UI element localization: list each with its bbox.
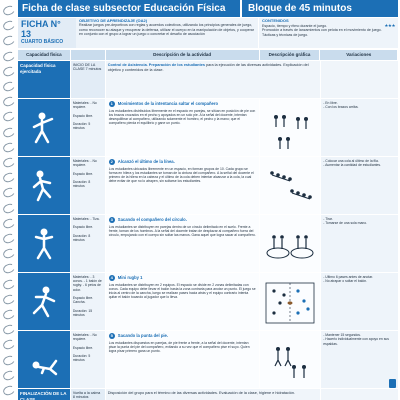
final-text: Disposición del grupo para el término de las diversas actividades. Evaluación de la clase, higiene e hidratación. [106,389,320,400]
content-item: Tácticas y técnicas de juego. [262,32,309,37]
activity-meta [71,331,105,388]
intro-label: Capacidad física ejercitada [18,61,70,98]
objective-box [76,18,258,48]
activity-row [18,273,398,330]
binding-ring [2,95,16,108]
activity-duration: Duración: 8 minutos [72,180,91,189]
activity-materials: Materiales: - No requiere. [72,101,97,110]
binding-ring [2,232,16,245]
activity-row [18,215,398,272]
activity-title: Sacando el compañero del círculo. [117,216,187,222]
binding-ring [2,156,16,169]
binding-ring [2,171,16,184]
binding-ring [2,4,16,17]
activity-figure-icon [18,331,70,388]
activity-variations: - Tirar. - Tomarse de una sola mano. [321,215,398,272]
binding-ring [2,217,16,230]
col-phase: Capacidad física [18,50,70,60]
activity-text: Los estudiantes ubicados libremente en un espacio, en forman grupos de 10. Cada grupo se forma en hilera y los estudiantes se toman de la cintura del compañero. A la señal del docente el primero de la hilera en la cabeza y el último de la cola deben intentar alcanzar a la cola, la cual debe evitar de que no lo atrapen, sin soltarse los estudiantes. [108,167,254,184]
binding-ring [2,35,16,48]
binding-ring [2,141,16,154]
activity-number: 5 [110,333,113,338]
info-section [18,18,398,48]
block-duration: Bloque de 45 minutos [240,0,398,17]
activity-space: Espacio libre. Cancha. [72,296,94,305]
activity-description [106,273,260,330]
binding-ring [2,126,16,139]
rating-stars-icon: ★★★ [384,22,395,28]
activity-materials: Materiales: - No requiere. [72,333,97,342]
sheet-content [18,0,398,400]
activity-number: 1 [110,101,113,106]
final-row [18,389,398,400]
contents-label: CONTENIDOS [262,18,289,23]
activity-text: Los estudiantes se distribuyen en parejas dentro de un círculo delimitado en el suelo. Frente a frente, toman de los hombros. A la señal del docente tratan de desplazar al compañero fuera del círculo, empujando con el cuerpo sin soltar las manos. Gana aquel que logra sacar al compañero. [108,225,256,238]
content-item: Espacio, tiempo y ritmo durante el juego. [262,23,328,28]
activity-variations: - Ultimo 6 pases antes de anotar. - No atrapar o soltar el balón. [321,273,398,330]
activity-figure-icon [18,215,70,272]
binding-ring [2,50,16,63]
activity-space: Espacio libre. [72,345,94,350]
binding-ring [2,308,16,321]
objective-label: OBJETIVO DE APRENDIZAJE (OA2) [79,18,148,23]
table-header [18,50,398,60]
activity-number: 3 [110,217,113,222]
activity-space: Espacio libre. [72,225,94,230]
activity-materials: Materiales: - Tiza. [72,217,100,221]
activity-meta [71,157,105,214]
binding-ring [2,369,16,382]
binding-ring [2,384,16,397]
ficha-box [18,18,76,48]
intro-sub: INICIO DE LA CLASE 7 minutos [71,61,105,98]
activity-description [106,157,260,214]
final-label: FINALIZACIÓN DE LA CLASE [18,389,70,400]
activity-duration: Duración: 5 minutos [72,122,91,131]
activity-diagram [260,215,320,272]
ficha-number: FICHA N° 13 [21,19,61,39]
intro-text-body: para la ejecución de las diversas actividades. Explicación del objetivo y contenidos de la clase. [107,63,309,72]
binding-ring [2,247,16,260]
activity-meta [71,273,105,330]
activity-title: Sacando la punta del pie. [117,332,169,338]
activity-space: Espacio libre. [72,171,94,176]
activity-description [106,215,260,272]
activity-title: Mini rugby 1 [117,274,143,280]
binding-ring [2,187,16,200]
activity-text: Los estudiantes distribuidos libremente en el espacio en parejas, se sitúan en posición de pie con los brazos cruzados en el pecho y apoyados en un solo pie. A la señal del docente, intentan desequilibrar al compañero, utilizando solamente el hombro, el pecho y la mano; que el compañero pierda el equilibrio y gane un punto. [108,109,256,126]
contents-box [258,18,398,48]
col-description: Descripción de la actividad [106,50,259,60]
activity-duration: Duración: 5 minutos [72,354,91,363]
activity-variations: - Colocar una cola al último de la fila. - Aumentar la cantidad de estudiantes. [321,157,398,214]
objective-text: Realizar juegos pre-deportivos con reglas y acuerdos colectivos, utilizando los principios generales de juego, como reconocer su ataque y recuperar la defensa, utilizar el cuerpo en la manipulación de objetos, y cooperar en conjunto con el grupo a lograr un juego o concretar el desafío de asociación [79,23,254,36]
col-variations: Variaciones [320,50,397,60]
activity-diagram [260,157,320,214]
content-item: Promoción a través de lanzamientos con pelota en el movimiento de juego. [262,28,382,33]
activity-meta [71,99,105,156]
binding-ring [2,80,16,93]
activity-figure-icon [18,99,70,156]
activity-row [18,157,398,214]
activity-materials: Materiales: - 3 conos. - 1 balón de rugby. - 6 petos de color. [72,275,102,292]
binding-ring [2,111,16,124]
activity-text: Los estudiantes dispuestos en parejas, de pie frente a frente, a la señal del docente, intentan pisar la punta del pie del compañero, evitando a su vez que el compañero pise el suyo. Quien logra pisar primero gana un punto. [108,341,250,354]
col-graphic: Descripción gráfica [260,50,320,60]
final-sub: Vuelta a la calma 8 minutos [71,389,105,400]
binding-ring [2,278,16,291]
activity-row [18,99,398,156]
binding-ring [2,65,16,78]
binding-ring [2,323,16,336]
activity-number: 4 [110,275,113,280]
binding-ring [2,19,16,32]
binding-ring [2,339,16,352]
title-bar [18,0,398,17]
intro-row [18,61,398,98]
activity-figure-icon [18,273,70,330]
activity-diagram [260,273,320,330]
binding-ring [2,354,16,367]
sheet-title: Ficha de clase subsector Educación Física [18,0,240,17]
activity-materials: Materiales: - No requiere. [72,159,97,168]
activity-row [18,331,398,388]
intro-text [106,61,320,98]
page-corner-icon [389,379,396,388]
activity-number: 2 [110,159,113,164]
activity-diagram [260,99,320,156]
course-label: CUARTO BÁSICO [21,39,64,45]
binding-ring [2,202,16,215]
binding-ring [2,293,16,306]
intro-text-bold: Control de Asistencia. Preparación de los estudiantes [107,63,205,67]
activity-duration: Duración: 8 minutos [72,233,91,243]
activity-text: Los estudiantes se distribuyen en 2 equipos. El espacio se divide en 2 zonas delimitadas con conos. Cada equipo debe llevar el balón hasta la zona contraria para anotar un punto. El juego se inicia al centro de la cancha, luego se realizan pases hacia atrás y el equipo contrario intenta quitar el balón tocando al jugador que lo lleva. [108,283,256,300]
spiral-binding [2,0,16,400]
activity-figure-icon [18,157,70,214]
activity-title: Alcanzó el último de la línea. [117,158,175,164]
activity-duration: Duración: 15 minutos [72,308,93,317]
activity-diagram [260,331,320,388]
activity-variations: - En libre. - Con los brazos arriba. [321,99,398,156]
activity-meta [71,215,105,272]
activity-space: Espacio libre. [72,113,94,118]
activity-variations: - Mantener 15 segundos. - Hacerlo individualmente con apoyo en sus espaldas. [321,331,398,388]
activity-title: Movimientos de la intentancia saltar el compañero [117,100,219,106]
activity-description [106,99,260,156]
activity-description [106,331,260,388]
binding-ring [2,263,16,276]
